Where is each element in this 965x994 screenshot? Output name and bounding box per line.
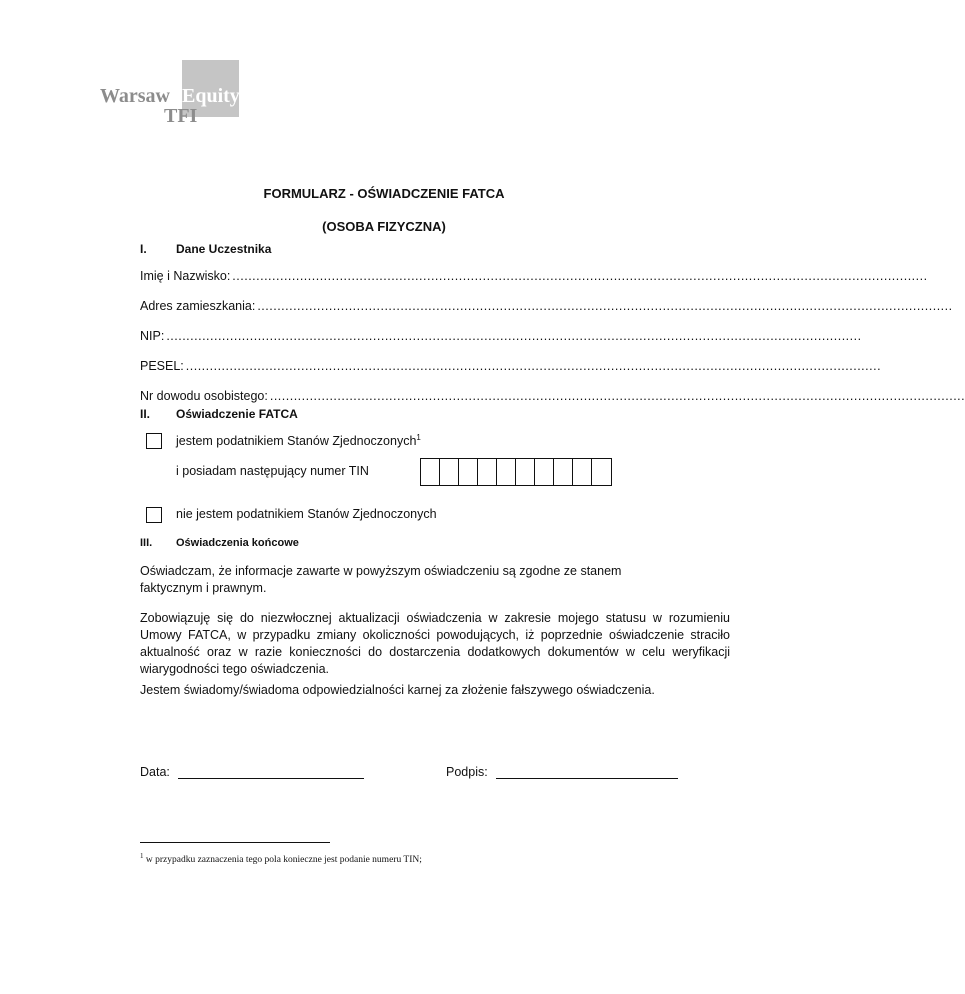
footnote-text: w przypadku zaznaczenia tego pola konieczne jest podanie numeru TIN; [145, 855, 422, 866]
tin-label: i posiadam następujący numer TIN [176, 464, 369, 478]
us-taxpayer-checkbox[interactable] [146, 433, 162, 449]
form-subtitle: (OSOBA FIZYCZNA) [322, 219, 446, 234]
tin-cell[interactable] [440, 459, 459, 485]
footnote-marker: 1 [416, 433, 421, 442]
footnote-number: 1 [140, 852, 144, 860]
statement-paragraph-2: Zobowiązuję się do niezwłocznej aktualizacji oświadczenia w zakresie mojego statusu w rozumieniu Umowy FATCA, w przypadku zmiany okoliczności powodujących, iż poprzednie oświadczenie straciło aktualność oraz w razie konieczności do dostarczenia dodatkowych dokumentów w celu weryfikacji wiarygodności tego oświadczenia. [140, 611, 730, 676]
field-address-dots: ............................................................................................................................................................................... [257, 299, 953, 313]
statement-paragraph-1: Oświadczam, że informacje zawarte w powyższym oświadczeniu są zgodne ze stanem faktycznym i prawnym. [140, 564, 622, 595]
tin-cell[interactable] [535, 459, 554, 485]
tin-cell[interactable] [421, 459, 440, 485]
field-id-number-dots: ............................................................................................................................................................................... [269, 389, 965, 403]
footnote-divider [140, 842, 330, 843]
tin-cell[interactable] [459, 459, 478, 485]
field-id-number-label: Nr dowodu osobistego: [140, 389, 268, 403]
field-id-number[interactable] [140, 389, 965, 403]
field-nip-label: NIP: [140, 329, 165, 343]
non-us-taxpayer-checkbox[interactable] [146, 507, 162, 523]
field-address[interactable] [140, 299, 953, 313]
date-line[interactable] [178, 778, 364, 779]
us-taxpayer-option [176, 433, 421, 448]
non-us-taxpayer-label: nie jestem podatnikiem Stanów Zjednoczonych [176, 507, 437, 521]
section-3-title: Oświadczenia końcowe [176, 537, 299, 549]
field-pesel-dots: ............................................................................................................................................................................... [185, 359, 882, 373]
tin-cell[interactable] [573, 459, 592, 485]
section-1-number: I. [140, 242, 147, 256]
logo-text-equity: Equity [182, 85, 240, 107]
field-full-name-label: Imię i Nazwisko: [140, 269, 231, 283]
tin-cell[interactable] [497, 459, 516, 485]
tin-cell[interactable] [516, 459, 535, 485]
tin-cell[interactable] [592, 459, 611, 485]
signature-line[interactable] [496, 778, 678, 779]
footnote [140, 852, 422, 865]
field-address-label: Adres zamieszkania: [140, 299, 256, 313]
us-taxpayer-label: jestem podatnikiem Stanów Zjednoczonych [176, 434, 417, 449]
signature-label: Podpis: [446, 765, 488, 779]
field-full-name-dots: ............................................................................................................................................................................... [232, 269, 928, 283]
field-full-name[interactable] [140, 269, 928, 283]
section-2-number: II. [140, 407, 151, 421]
field-pesel[interactable] [140, 359, 882, 373]
tin-input-grid[interactable] [420, 458, 612, 486]
field-pesel-label: PESEL: [140, 359, 184, 373]
section-1-title: Dane Uczestnika [176, 242, 272, 256]
logo-text-warsaw: Warsaw [100, 85, 170, 107]
field-nip-dots: ............................................................................................................................................................................... [166, 329, 862, 343]
logo-text-tfi: TFI [164, 105, 198, 127]
tin-cell[interactable] [554, 459, 573, 485]
statement-paragraph-3: Jestem świadomy/świadoma odpowiedzialności karnej za złożenie fałszywego oświadczenia. [140, 683, 655, 697]
field-nip[interactable] [140, 329, 862, 343]
section-3-number: III. [140, 537, 153, 549]
form-title: FORMULARZ - OŚWIADCZENIE FATCA [263, 186, 505, 201]
section-2-title: Oświadczenie FATCA [176, 407, 298, 421]
tin-cell[interactable] [478, 459, 497, 485]
date-label: Data: [140, 765, 170, 779]
